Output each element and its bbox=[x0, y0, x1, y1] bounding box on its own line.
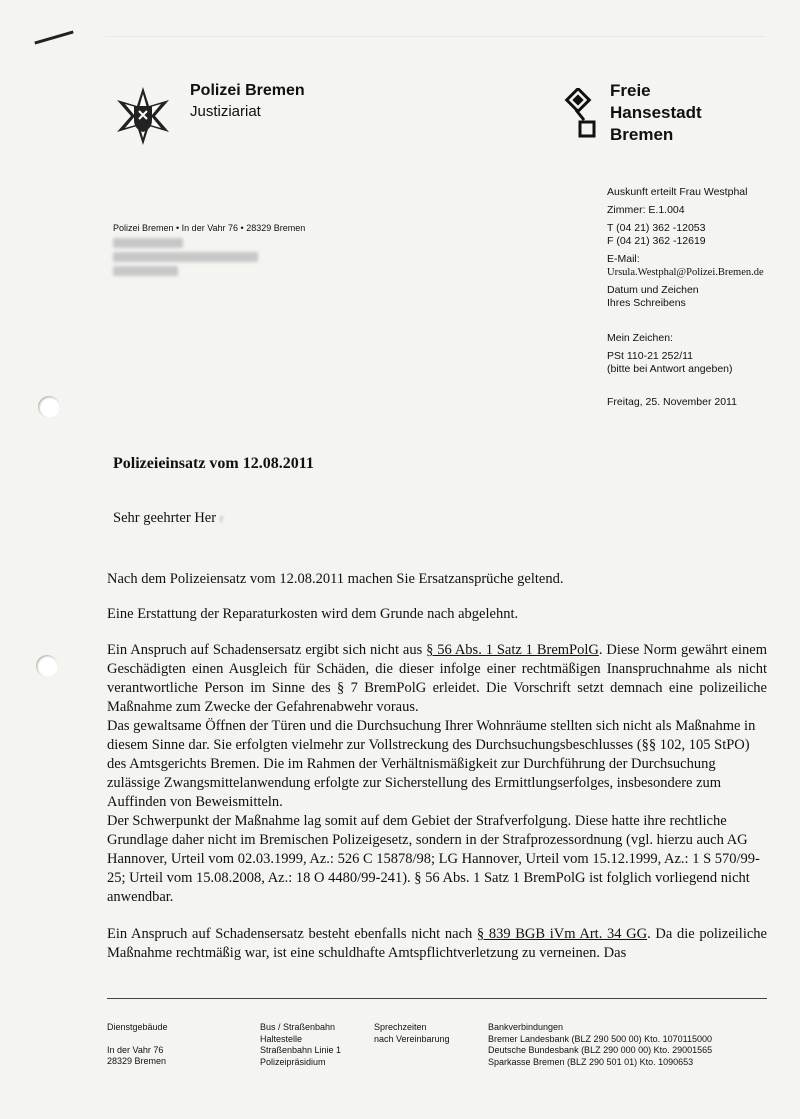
room-number: Zimmer: E.1.004 bbox=[607, 204, 685, 216]
their-ref-label: Datum und Zeichen bbox=[607, 284, 699, 296]
paragraph-1: Nach dem Polizeiensatz vom 12.08.2011 machen Sie Ersatzansprüche geltend. bbox=[107, 571, 564, 587]
law-reference-link: § 56 Abs. 1 Satz 1 BremPolG bbox=[426, 642, 599, 658]
sender-line: Polizei Bremen • In der Vahr 76 • 28329 Bremen bbox=[113, 223, 306, 233]
contact-person: Auskunft erteilt Frau Westphal bbox=[607, 186, 748, 198]
footer-hours-value: nach Vereinbarung bbox=[374, 1033, 450, 1044]
phone-number: T (04 21) 362 -12053 bbox=[607, 222, 706, 234]
paragraph-4 bbox=[107, 925, 767, 963]
own-ref: PSt 110-21 252/11 bbox=[607, 350, 694, 362]
paragraph-3 bbox=[107, 641, 767, 717]
salutation-redacted: r bbox=[219, 511, 224, 525]
own-ref-label: Mein Zeichen: bbox=[607, 332, 673, 344]
paragraph-2: Eine Erstattung der Reparaturkosten wird dem Grunde nach abgelehnt. bbox=[107, 606, 519, 622]
footer-transit-line: Straßenbahn Linie 1 bbox=[260, 1045, 342, 1055]
law-reference-link: § 839 BGB iVm Art. 34 GG bbox=[476, 926, 648, 942]
footer-bank-line: Bremer Landesbank (BLZ 290 500 00) Kto. 1070115000 bbox=[488, 1033, 712, 1044]
salutation-text: Sehr geehrter Her bbox=[113, 510, 217, 526]
paragraph-3-conclusion: Der Schwerpunkt der Maßnahme lag somit auf dem Gebiet der Strafverfolgung. Diese hatte ihre rechtliche Grundlage daher nicht im Bremischen Polizeigesetz, sondern in der Strafprozessordnung (vgl. hierzu auch AG Hannover, Urteil vom 02.03.1999, Az.: 526 C 15878/98; LG Hannover, Urteil vom 15.12.1999, Az.: 1 S 570/99-25; Urteil vom 15.08.2008, Az.: 18 O 4480/99-241). § 56 Abs. 1 Satz 1 BremPolG ist folglich vorliegend nicht anwendbar. bbox=[107, 813, 760, 905]
recipient-address-redacted bbox=[113, 238, 258, 280]
footer-bank-label: Bankverbindungen bbox=[488, 1022, 564, 1032]
state-name bbox=[610, 80, 702, 146]
police-star-icon bbox=[113, 86, 173, 146]
letter-date: Freitag, 25. November 2011 bbox=[607, 396, 737, 408]
footer-transit-line: Polizeipräsidium bbox=[260, 1056, 326, 1067]
footer-city: 28329 Bremen bbox=[107, 1056, 167, 1066]
footer-bank bbox=[488, 1022, 712, 1068]
footer-hours-label: Sprechzeiten bbox=[374, 1022, 427, 1032]
footer-bank-line: Sparkasse Bremen (BLZ 290 501 01) Kto. 1090653 bbox=[488, 1056, 694, 1067]
paragraph-3-continued: Das gewaltsame Öffnen der Türen und die Durchsuchung Ihrer Wohnräume stellten sich nicht als Maßnahme in diesem Sinne dar. Sie erfolgten vielmehr zur Vollstreckung des Durchsuchungsbeschlusses (§§ 102, 105 StPO) des Amtsgerichts Bremen. Die im Rahmen der Verhältnismäßigkeit zur Durchführung der Durchsuchung zulässige Zwangsmittelanwendung erfolgte zur Sicherstellung des Ermittlungserfolges, insbesondere zum Auffinden von Beweismitteln. bbox=[107, 718, 756, 810]
state-line: Hansestadt bbox=[610, 103, 702, 122]
paragraph-3-text: . Diese Norm gewährt einem Geschädigten einen Ausgleich für Schäden, die dieser infolge einer rechtmäßigen Inanspruchnahme als nicht verantwortliche Person im Sinne des § 7 BremPolG erleidet. Die Vorschrift setzt demnach eine polizeiliche Maßnahme zum Zwecke der Gefahrenabwehr voraus. bbox=[107, 642, 767, 715]
state-line: Freie bbox=[610, 81, 651, 100]
punch-hole-bottom bbox=[36, 655, 58, 677]
fax-number: F (04 21) 362 -12619 bbox=[607, 235, 706, 247]
footer-bank-line: Deutsche Bundesbank (BLZ 290 000 00) Kto. 29001565 bbox=[488, 1045, 713, 1055]
footer-building bbox=[107, 1022, 168, 1068]
salutation bbox=[113, 510, 224, 527]
footer-street: In der Vahr 76 bbox=[107, 1044, 164, 1055]
org-department: Justiziariat bbox=[190, 103, 261, 120]
paragraph-4-text: . Da die polizeiliche Maßnahme rechtmäßig war, ist eine schuldhafte Amtspflichtverletzung zu verneinen. Das bbox=[107, 926, 767, 961]
state-line: Bremen bbox=[610, 125, 674, 144]
footer-transit-line: Bus / Straßenbahn bbox=[260, 1022, 336, 1032]
footer-transit-line: Haltestelle bbox=[260, 1033, 303, 1044]
footer-building-label: Dienstgebäude bbox=[107, 1022, 168, 1032]
org-name: Polizei Bremen bbox=[190, 82, 305, 99]
bleed-through-line bbox=[105, 22, 765, 37]
footer-hours bbox=[374, 1022, 450, 1045]
contact-block bbox=[607, 186, 797, 409]
pen-mark bbox=[34, 31, 73, 45]
letter-subject: Polizeieinsatz vom 12.08.2011 bbox=[113, 455, 314, 472]
paragraph-3-text: Ein Anspruch auf Schadensersatz ergibt sich nicht aus bbox=[107, 642, 427, 658]
bremen-key-icon bbox=[562, 88, 596, 138]
their-ref-label: Ihres Schreibens bbox=[607, 297, 686, 309]
footer-divider bbox=[107, 998, 767, 999]
own-ref-note: (bitte bei Antwort angeben) bbox=[607, 363, 733, 375]
paragraph-4-text: Ein Anspruch auf Schadensersatz besteht ebenfalls nicht nach bbox=[107, 926, 477, 942]
email-label: E-Mail: bbox=[607, 253, 640, 265]
email-address: Ursula.Westphal@Polizei.Bremen.de bbox=[607, 267, 764, 278]
punch-hole-top bbox=[38, 396, 60, 418]
footer-transit bbox=[260, 1022, 341, 1068]
